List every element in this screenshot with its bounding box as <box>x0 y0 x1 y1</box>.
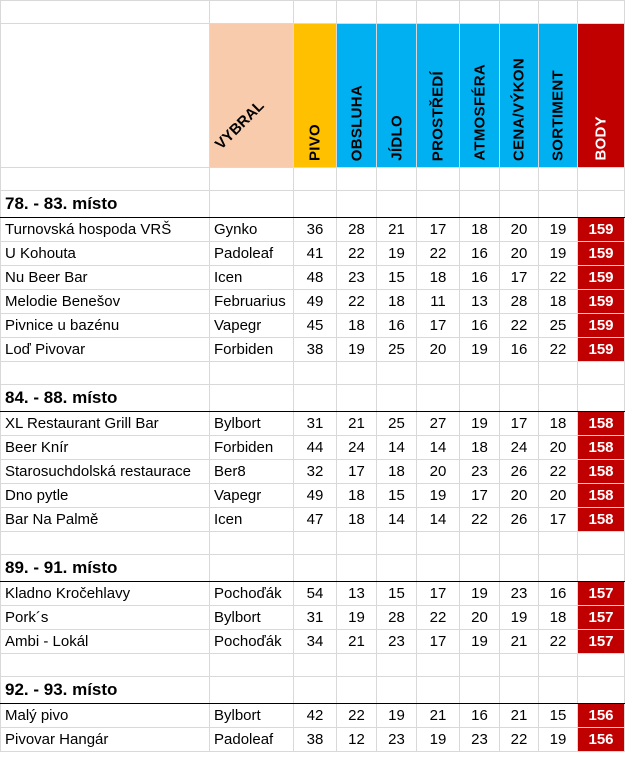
header-assortment-label: SORTIMENT <box>549 69 567 161</box>
points-cell[interactable]: 159 <box>578 314 625 338</box>
beer-score-cell[interactable]: 42 <box>294 704 337 728</box>
pub-name-cell[interactable]: Beer Knír <box>1 436 210 460</box>
food-score-cell[interactable]: 18 <box>377 290 417 314</box>
points-cell[interactable]: 159 <box>578 338 625 362</box>
selected-by-cell[interactable]: Icen <box>210 266 294 290</box>
atmosphere-score-cell[interactable]: 23 <box>460 728 500 752</box>
selected-by-cell[interactable]: Bylbort <box>210 412 294 436</box>
pub-name-cell[interactable]: Pivnice u bazénu <box>1 314 210 338</box>
beer-score-cell[interactable]: 31 <box>294 606 337 630</box>
pub-name-cell[interactable]: Turnovská hospoda VRŠ <box>1 218 210 242</box>
assortment-score-cell[interactable]: 15 <box>539 704 578 728</box>
food-score-cell[interactable]: 19 <box>377 704 417 728</box>
environment-score-cell[interactable]: 19 <box>417 484 460 508</box>
food-score-cell[interactable]: 15 <box>377 266 417 290</box>
atmosphere-score-cell[interactable]: 19 <box>460 338 500 362</box>
header-price-performance-label: CENA/VÝKON <box>510 57 528 161</box>
pub-name-cell[interactable]: Ambi - Lokál <box>1 630 210 654</box>
price-score-cell[interactable]: 21 <box>500 630 539 654</box>
price-score-cell[interactable]: 26 <box>500 508 539 532</box>
pub-name-cell[interactable]: Pork´s <box>1 606 210 630</box>
price-score-cell[interactable]: 17 <box>500 412 539 436</box>
points-cell[interactable]: 158 <box>578 436 625 460</box>
beer-score-cell[interactable]: 38 <box>294 338 337 362</box>
beer-score-cell[interactable]: 41 <box>294 242 337 266</box>
atmosphere-score-cell[interactable]: 22 <box>460 508 500 532</box>
assortment-score-cell[interactable]: 16 <box>539 582 578 606</box>
food-score-cell[interactable]: 18 <box>377 460 417 484</box>
price-score-cell[interactable]: 26 <box>500 460 539 484</box>
assortment-score-cell[interactable]: 18 <box>539 412 578 436</box>
points-cell[interactable]: 159 <box>578 218 625 242</box>
pub-name-cell[interactable]: Malý pivo <box>1 704 210 728</box>
table-row <box>1 436 625 460</box>
points-cell[interactable]: 159 <box>578 242 625 266</box>
service-score-cell[interactable]: 22 <box>337 704 377 728</box>
selected-by-cell[interactable]: Vapegr <box>210 484 294 508</box>
table-row <box>1 630 625 654</box>
beer-score-cell[interactable]: 36 <box>294 218 337 242</box>
environment-score-cell[interactable]: 22 <box>417 606 460 630</box>
atmosphere-score-cell[interactable]: 19 <box>460 630 500 654</box>
service-score-cell[interactable]: 21 <box>337 630 377 654</box>
pub-name-cell[interactable]: Dno pytle <box>1 484 210 508</box>
header-beer-label: PIVO <box>306 123 324 161</box>
assortment-score-cell[interactable]: 19 <box>539 728 578 752</box>
atmosphere-score-cell[interactable]: 23 <box>460 460 500 484</box>
price-score-cell[interactable]: 17 <box>500 266 539 290</box>
table-row <box>1 242 625 266</box>
beer-score-cell[interactable]: 31 <box>294 412 337 436</box>
atmosphere-score-cell[interactable]: 19 <box>460 582 500 606</box>
pub-name-cell[interactable]: Bar Na Palmě <box>1 508 210 532</box>
pub-name-cell[interactable]: Pivovar Hangár <box>1 728 210 752</box>
header-environment-label: PROSTŘEDÍ <box>429 70 447 161</box>
service-score-cell[interactable]: 17 <box>337 460 377 484</box>
table-row <box>1 704 625 728</box>
beer-score-cell[interactable]: 34 <box>294 630 337 654</box>
price-score-cell[interactable]: 28 <box>500 290 539 314</box>
service-score-cell[interactable]: 28 <box>337 218 377 242</box>
environment-score-cell[interactable]: 19 <box>417 728 460 752</box>
price-score-cell[interactable]: 22 <box>500 728 539 752</box>
points-cell[interactable]: 158 <box>578 412 625 436</box>
points-cell[interactable]: 157 <box>578 606 625 630</box>
pub-name-cell[interactable]: Nu Beer Bar <box>1 266 210 290</box>
atmosphere-score-cell[interactable]: 18 <box>460 436 500 460</box>
service-score-cell[interactable]: 22 <box>337 290 377 314</box>
food-score-cell[interactable]: 15 <box>377 582 417 606</box>
points-cell[interactable]: 159 <box>578 266 625 290</box>
assortment-score-cell[interactable]: 25 <box>539 314 578 338</box>
service-score-cell[interactable]: 18 <box>337 314 377 338</box>
table-row <box>1 728 625 752</box>
service-score-cell[interactable]: 22 <box>337 242 377 266</box>
table-row <box>1 218 625 242</box>
table-row <box>1 582 625 606</box>
selected-by-cell[interactable]: Gynko <box>210 218 294 242</box>
section-title[interactable]: 84. - 88. místo <box>1 385 210 412</box>
selected-by-cell[interactable]: Ber8 <box>210 460 294 484</box>
price-score-cell[interactable]: 22 <box>500 314 539 338</box>
assortment-score-cell[interactable]: 22 <box>539 630 578 654</box>
assortment-score-cell[interactable]: 18 <box>539 606 578 630</box>
beer-score-cell[interactable]: 54 <box>294 582 337 606</box>
header-points[interactable] <box>578 24 625 168</box>
header-environment[interactable] <box>417 24 460 168</box>
header-atmosphere[interactable] <box>460 24 500 168</box>
food-score-cell[interactable]: 25 <box>377 412 417 436</box>
atmosphere-score-cell[interactable]: 13 <box>460 290 500 314</box>
atmosphere-score-cell[interactable]: 19 <box>460 412 500 436</box>
food-score-cell[interactable]: 14 <box>377 436 417 460</box>
table-row <box>1 484 625 508</box>
selected-by-cell[interactable]: Vapegr <box>210 314 294 338</box>
blank-row <box>1 532 625 555</box>
selected-by-cell[interactable]: Bylbort <box>210 704 294 728</box>
price-score-cell[interactable]: 16 <box>500 338 539 362</box>
section-title[interactable]: 89. - 91. místo <box>1 555 210 582</box>
assortment-score-cell[interactable]: 22 <box>539 266 578 290</box>
service-score-cell[interactable]: 19 <box>337 606 377 630</box>
price-score-cell[interactable]: 20 <box>500 218 539 242</box>
selected-by-cell[interactable]: Forbiden <box>210 436 294 460</box>
header-service-label: OBSLUHA <box>348 84 365 161</box>
selected-by-cell[interactable]: Icen <box>210 508 294 532</box>
food-score-cell[interactable]: 21 <box>377 218 417 242</box>
service-score-cell[interactable]: 12 <box>337 728 377 752</box>
environment-score-cell[interactable]: 21 <box>417 704 460 728</box>
table-row <box>1 606 625 630</box>
service-score-cell[interactable]: 19 <box>337 338 377 362</box>
pub-name-cell[interactable]: Kladno Kročehlavy <box>1 582 210 606</box>
beer-score-cell[interactable]: 49 <box>294 290 337 314</box>
atmosphere-score-cell[interactable]: 18 <box>460 218 500 242</box>
environment-score-cell[interactable]: 17 <box>417 582 460 606</box>
section-header-row <box>1 191 625 218</box>
points-cell[interactable]: 157 <box>578 582 625 606</box>
header-row <box>1 24 625 168</box>
assortment-score-cell[interactable]: 19 <box>539 242 578 266</box>
price-score-cell[interactable]: 19 <box>500 606 539 630</box>
table-row <box>1 314 625 338</box>
header-food-label: JÍDLO <box>388 115 405 161</box>
selected-by-cell[interactable]: Padoleaf <box>210 242 294 266</box>
assortment-score-cell[interactable]: 17 <box>539 508 578 532</box>
points-cell[interactable]: 156 <box>578 704 625 728</box>
table-body <box>1 1 625 752</box>
atmosphere-score-cell[interactable]: 17 <box>460 484 500 508</box>
environment-score-cell[interactable]: 11 <box>417 290 460 314</box>
selected-by-cell[interactable]: Februarius <box>210 290 294 314</box>
environment-score-cell[interactable]: 27 <box>417 412 460 436</box>
food-score-cell[interactable]: 25 <box>377 338 417 362</box>
service-score-cell[interactable]: 23 <box>337 266 377 290</box>
selected-by-cell[interactable]: Pochoďák <box>210 630 294 654</box>
points-cell[interactable]: 157 <box>578 630 625 654</box>
beer-score-cell[interactable]: 44 <box>294 436 337 460</box>
beer-score-cell[interactable]: 48 <box>294 266 337 290</box>
atmosphere-score-cell[interactable]: 16 <box>460 266 500 290</box>
environment-score-cell[interactable]: 14 <box>417 508 460 532</box>
environment-score-cell[interactable]: 22 <box>417 242 460 266</box>
section-header-row <box>1 385 625 412</box>
table-row <box>1 508 625 532</box>
service-score-cell[interactable]: 21 <box>337 412 377 436</box>
assortment-score-cell[interactable]: 19 <box>539 218 578 242</box>
points-cell[interactable]: 159 <box>578 290 625 314</box>
food-score-cell[interactable]: 15 <box>377 484 417 508</box>
pub-name-cell[interactable]: Starosuchdolská restaurace <box>1 460 210 484</box>
blank-row <box>1 654 625 677</box>
environment-score-cell[interactable]: 18 <box>417 266 460 290</box>
food-score-cell[interactable]: 23 <box>377 630 417 654</box>
service-score-cell[interactable]: 18 <box>337 508 377 532</box>
points-cell[interactable]: 158 <box>578 508 625 532</box>
header-selected-by[interactable] <box>210 24 294 168</box>
food-score-cell[interactable]: 19 <box>377 242 417 266</box>
points-cell[interactable]: 158 <box>578 460 625 484</box>
atmosphere-score-cell[interactable]: 16 <box>460 242 500 266</box>
table-row <box>1 412 625 436</box>
assortment-score-cell[interactable]: 20 <box>539 484 578 508</box>
pub-name-cell[interactable]: Melodie Benešov <box>1 290 210 314</box>
blank-row <box>1 1 625 24</box>
food-score-cell[interactable]: 28 <box>377 606 417 630</box>
pub-name-cell[interactable]: Loď Pivovar <box>1 338 210 362</box>
price-score-cell[interactable]: 20 <box>500 242 539 266</box>
assortment-score-cell[interactable]: 22 <box>539 460 578 484</box>
header-service[interactable] <box>337 24 377 168</box>
price-score-cell[interactable]: 21 <box>500 704 539 728</box>
blank-row <box>1 168 625 191</box>
beer-score-cell[interactable]: 45 <box>294 314 337 338</box>
header-beer[interactable] <box>294 24 337 168</box>
environment-score-cell[interactable]: 17 <box>417 630 460 654</box>
blank-row <box>1 362 625 385</box>
header-food[interactable] <box>377 24 417 168</box>
selected-by-cell[interactable]: Padoleaf <box>210 728 294 752</box>
header-selected-by-label: VYBRAL <box>211 97 268 153</box>
service-score-cell[interactable]: 24 <box>337 436 377 460</box>
section-header-row <box>1 677 625 704</box>
pub-name-cell[interactable]: XL Restaurant Grill Bar <box>1 412 210 436</box>
selected-by-cell[interactable]: Forbiden <box>210 338 294 362</box>
beer-score-cell[interactable]: 49 <box>294 484 337 508</box>
environment-score-cell[interactable]: 17 <box>417 314 460 338</box>
header-blank-cell[interactable] <box>1 24 210 168</box>
service-score-cell[interactable]: 18 <box>337 484 377 508</box>
atmosphere-score-cell[interactable]: 20 <box>460 606 500 630</box>
environment-score-cell[interactable]: 20 <box>417 460 460 484</box>
beer-score-cell[interactable]: 38 <box>294 728 337 752</box>
section-title[interactable]: 92. - 93. místo <box>1 677 210 704</box>
price-score-cell[interactable]: 24 <box>500 436 539 460</box>
section-title[interactable]: 78. - 83. místo <box>1 191 210 218</box>
section-header-row <box>1 555 625 582</box>
environment-score-cell[interactable]: 17 <box>417 218 460 242</box>
selected-by-cell[interactable]: Bylbort <box>210 606 294 630</box>
food-score-cell[interactable]: 16 <box>377 314 417 338</box>
environment-score-cell[interactable]: 14 <box>417 436 460 460</box>
header-price-performance[interactable] <box>500 24 539 168</box>
table-row <box>1 290 625 314</box>
food-score-cell[interactable]: 14 <box>377 508 417 532</box>
beer-score-cell[interactable]: 32 <box>294 460 337 484</box>
service-score-cell[interactable]: 13 <box>337 582 377 606</box>
atmosphere-score-cell[interactable]: 16 <box>460 704 500 728</box>
food-score-cell[interactable]: 23 <box>377 728 417 752</box>
table-row <box>1 338 625 362</box>
beer-score-cell[interactable]: 47 <box>294 508 337 532</box>
table-row <box>1 460 625 484</box>
table-row <box>1 266 625 290</box>
header-assortment[interactable] <box>539 24 578 168</box>
environment-score-cell[interactable]: 20 <box>417 338 460 362</box>
assortment-score-cell[interactable]: 22 <box>539 338 578 362</box>
points-cell[interactable]: 158 <box>578 484 625 508</box>
price-score-cell[interactable]: 20 <box>500 484 539 508</box>
assortment-score-cell[interactable]: 20 <box>539 436 578 460</box>
header-atmosphere-label: ATMOSFÉRA <box>471 64 488 161</box>
assortment-score-cell[interactable]: 18 <box>539 290 578 314</box>
atmosphere-score-cell[interactable]: 16 <box>460 314 500 338</box>
pub-name-cell[interactable]: U Kohouta <box>1 242 210 266</box>
price-score-cell[interactable]: 23 <box>500 582 539 606</box>
points-cell[interactable]: 156 <box>578 728 625 752</box>
header-points-label: BODY <box>592 116 610 161</box>
selected-by-cell[interactable]: Pochoďák <box>210 582 294 606</box>
